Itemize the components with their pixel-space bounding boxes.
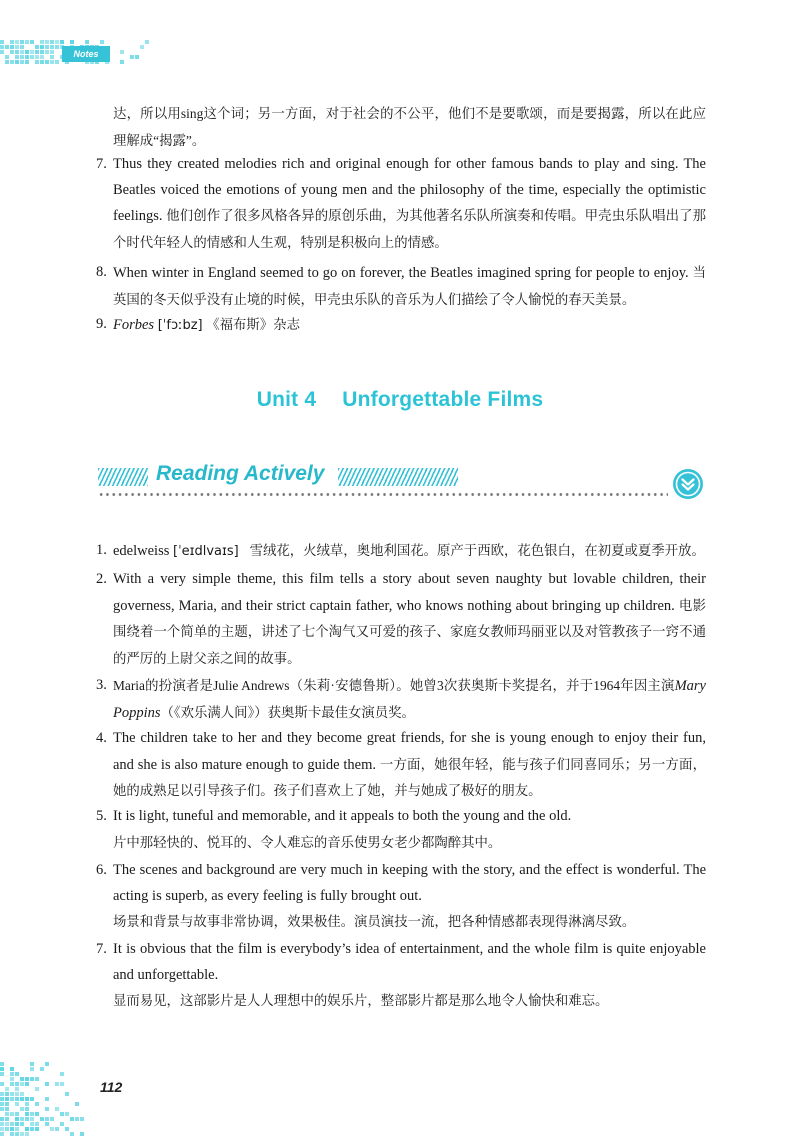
bottom-pixel-band [0,1062,95,1138]
reading-note-2 [96,567,707,672]
reading-note-4 [96,726,707,805]
reading-note-5 [96,804,706,856]
unit-label: Unit 4 [256,388,317,411]
note-zh: 电影围绕着一个简单的主题，讲述了七个淘气又可爱的孩子、家庭女教师玛丽亚以及对管教孩子一窍不通的严厉的上尉父亲之间的故事。 [113,597,707,666]
stripe-decoration-right [338,468,458,486]
chevron-down-icon [672,468,704,500]
note-en: The children take to her and they become great friends, for she is young enough to enjoy their fun, and she is also mature enough to guide them. [113,730,706,773]
film-title: Mary Poppins [113,678,706,721]
notes-tag: Notes [62,46,110,62]
note-zh: 达，所以用sing这个词；另一方面，对于社会的不公平，他们不是要歌颂，而是要揭露，所以在此应理解成“揭露”。 [113,106,706,148]
note-en: When winter in England seemed to go on forever, the Beatles imagined spring for people to enjoy. [113,265,689,281]
reading-note-6 [96,858,706,936]
dotted-divider [98,493,668,496]
note-zh: 当英国的冬天似乎没有止境的时候，甲壳虫乐队的音乐为人们描绘了令人愉悦的春天美景。 [113,265,706,307]
note-number: 2. [96,571,107,587]
page-number: 112 [100,1079,123,1095]
note-phonetic: [ˈfɔːbz] [157,318,203,333]
unit-title [0,388,800,412]
note-zh: 片中那轻快的、悦耳的、令人难忘的音乐使男女老少都陶醉其中。 [113,834,502,850]
note-number: 9. [96,316,107,332]
section-title: Reading Actively [156,462,325,485]
reading-note-7 [96,937,706,1015]
note-zh: 他们创作了很多风格各异的原创乐曲，为其他著名乐队所演奏和传唱。甲壳虫乐队唱出了那个时代年轻人的情感和人生观，特别是积极向上的情感。 [113,208,707,250]
note-8 [96,260,706,313]
section-header [98,458,710,503]
note-continued [113,101,706,154]
note-phonetic: [ˈeɪdlvaɪs] [173,544,239,559]
note-en: The scenes and background are very much in keeping with the story, and the effect is wonderful. The acting is superb, as every feeling is fully brought out. [113,862,706,904]
note-zh: 场景和背景与故事非常协调，效果极佳。演员演技一流，把各种情感都表现得淋漓尽致。 [113,914,636,929]
note-zh: 显而易见，这部影片是人人理想中的娱乐片，整部影片都是那么地令人愉快和难忘。 [113,993,609,1008]
note-number: 8. [96,264,107,280]
note-number: 3. [96,677,107,693]
note-number: 4. [96,730,107,746]
note-number: 1. [96,542,107,558]
note-en: It is obvious that the film is everybody’s idea of entertainment, and the whole film is quite enjoyable and unforgettable. [113,941,706,983]
note-zh: 一方面，她很年轻，能与孩子们同喜同乐；另一方面，她的成熟足以引导孩子们。孩子们喜欢上了她，并与她成了极好的朋友。 [113,756,707,798]
note-en: Thus they created melodies rich and original enough for other famous bands to play and sing. The Beatles voiced the emotions of young men and the philosophy of the time, especially the optimistic feelings. [113,156,706,224]
stripe-decoration-left [98,468,148,486]
note-en: With a very simple theme, this film tells a story about seven naughty but lovable children, their governess, Maria, and their strict captain father, who knows nothing about bringing up children. [113,571,706,614]
note-9 [96,312,706,339]
note-zh-b: （《欢乐满人间》）获奥斯卡最佳女演员奖。 [160,704,415,720]
note-zh: 雪绒花，火绒草，奥地利国花。原产于西欧，花色银白，在初夏或夏季开放。 [249,543,705,558]
unit-name: Unforgettable Films [342,388,544,411]
note-zh-a: Maria的扮演者是Julie Andrews（朱莉·安德鲁斯）。她曾3次获奥斯卡奖提名，并于1964年因主演 [113,678,675,693]
note-number: 6. [96,862,107,878]
note-zh: 《福布斯》杂志 [206,317,300,332]
reading-note-3 [96,673,706,726]
note-number: 7. [96,156,107,172]
reading-note-1 [96,538,706,565]
note-7 [96,152,707,256]
note-word: Forbes [113,317,155,333]
note-en: It is light, tuneful and memorable, and it appeals to both the young and the old. [113,808,572,824]
note-number: 5. [96,808,107,824]
note-word: edelweiss [113,543,170,559]
note-number: 7. [96,941,107,957]
